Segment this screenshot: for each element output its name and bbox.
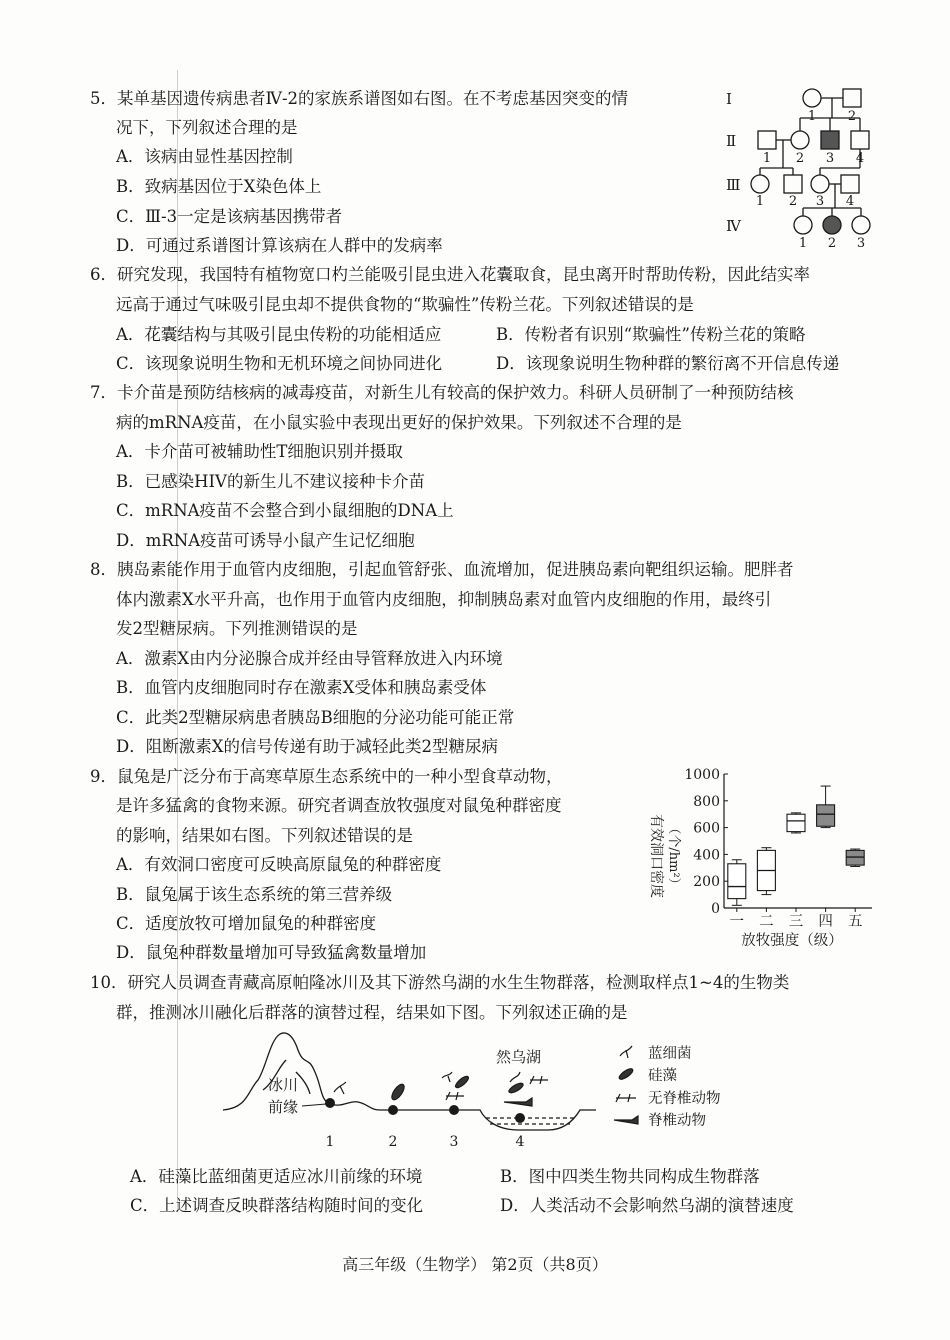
- legend-diatom-icon: [618, 1067, 635, 1081]
- y-tick-label: 600: [693, 820, 720, 837]
- invertebrate-icon: [530, 1076, 548, 1084]
- q8-stem-line3: 发2型糖尿病。下列推测错误的是: [116, 619, 358, 638]
- q5-option-c: C．Ⅲ-3一定是该病基因携带者: [116, 207, 343, 226]
- q9-option-b: B．鼠兔属于该生态系统的第三营养级: [116, 885, 393, 904]
- q9-option-c: C．适度放牧可增加鼠兔的种群密度: [116, 914, 377, 933]
- cyanobacteria-icon: [442, 1072, 452, 1082]
- q10-option-b: B．图中四类生物共同构成生物群落: [500, 1167, 760, 1186]
- point-num-1: 1: [325, 1134, 335, 1150]
- q10-option-c: C．上述调查反映群落结构随时间的变化: [130, 1196, 424, 1215]
- q7-option-a: A．卡介苗可被辅助性T细胞识别并摄取: [116, 442, 403, 461]
- q10-option-d: D．人类活动不会影响然乌湖的演替速度: [500, 1196, 794, 1215]
- glacier-lake-diagram: [218, 1030, 778, 1155]
- lake-label: 然乌湖: [496, 1048, 542, 1066]
- q5-stem-line1: 5．某单基因遗传病患者Ⅳ-2的家族系谱图如右图。在不考虑基因突变的情: [90, 89, 629, 108]
- cyanobacteria-icon: [510, 1072, 520, 1082]
- q6-stem-line1: 6．研究发现，我国特有植物宽口杓兰能吸引昆虫进入花囊取食，昆虫离开时帮助传粉，因此结实率: [90, 265, 810, 284]
- q8-stem-line2: 体内激素X水平升高，也作用于血管内皮细胞，抑制胰岛素对血管内皮细胞的作用，最终引: [116, 590, 772, 609]
- point-num-4: 4: [515, 1134, 525, 1150]
- g2-num-2: 2: [795, 151, 805, 166]
- legend-label-vertebrate: 脊椎动物: [648, 1113, 706, 1129]
- y-tick-label: 200: [693, 874, 720, 891]
- q8-option-c: C．此类2型糖尿病患者胰岛B细胞的分泌功能可能正常: [116, 708, 515, 727]
- q9-stem-line1: 9．鼠兔是广泛分布于高寒草原生态系统中的一种小型食草动物，: [90, 767, 563, 786]
- x-tick-label: 四: [818, 914, 833, 930]
- cyanobacteria-icon: [334, 1082, 346, 1094]
- invertebrate-icon: [446, 1092, 464, 1100]
- q10-option-a: A．硅藻比蓝细菌更适应冰川前缘的环境: [130, 1167, 423, 1186]
- q9-stem-line3: 的影响，结果如右图。下列叙述错误的是: [116, 826, 413, 845]
- g1-num-2: 2: [847, 109, 857, 124]
- g4-num-2: 2: [827, 236, 837, 251]
- g4-num-3: 3: [856, 236, 866, 251]
- point-num-2: 2: [388, 1134, 398, 1150]
- q6-option-c: C．该现象说明生物和无机环境之间协同进化: [116, 354, 443, 373]
- point-num-3: 3: [449, 1134, 459, 1150]
- fold-line: [177, 70, 178, 1210]
- chart-xlabel: 放牧强度（级）: [741, 933, 843, 949]
- y-tick-label: 800: [693, 793, 720, 810]
- chart-ylabel: 有效洞口密度: [648, 814, 664, 898]
- diatom-icon: [454, 1075, 470, 1090]
- q8-option-b: B．血管内皮细胞同时存在激素X受体和胰岛素受体: [116, 678, 487, 697]
- q5-option-d: D．可通过系谱图计算该病在人群中的发病率: [116, 236, 443, 255]
- g1-num-1: 1: [807, 109, 817, 124]
- y-tick-label: 1000: [684, 767, 720, 783]
- density-boxplot-chart: [632, 762, 882, 952]
- q7-stem-line1: 7．卡介苗是预防结核病的减毒疫苗，对新生儿有较高的保护效力。科研人员研制了一种预防结核: [90, 383, 794, 402]
- q5-option-b: B．致病基因位于X染色体上: [116, 177, 322, 196]
- q9-option-a: A．有效洞口密度可反映高原鼠兔的种群密度: [116, 855, 442, 874]
- g3-num-3: 3: [815, 194, 825, 209]
- gen-label-1: Ⅰ: [726, 90, 732, 108]
- q8-option-a: A．激素X由内分泌腺合成并经由导管释放进入内环境: [116, 649, 503, 668]
- x-tick-label: 二: [759, 914, 774, 930]
- g2-num-4: 4: [855, 151, 865, 166]
- q8-option-d: D．阻断激素X的信号传递有助于减轻此类2型糖尿病: [116, 737, 498, 756]
- gen-label-4: Ⅳ: [726, 217, 741, 235]
- q8-stem-line1: 8．胰岛素能作用于血管内皮细胞，引起血管舒张、血流增加，促进胰岛素向靶组织运输。肥胖者: [90, 560, 794, 579]
- chart-yunit: （个/hm²）: [666, 821, 681, 891]
- legend-vertebrate-icon: [614, 1116, 638, 1124]
- q10-stem-line1: 10．研究人员调查青藏高原帕隆冰川及其下游然乌湖的水生生物群落，检测取样点1~4的生物类: [90, 973, 790, 992]
- diatom-icon: [390, 1082, 407, 1101]
- q6-stem-line2: 远高于通过气味吸引昆虫却不提供食物的“欺骗性”传粉兰花。下列叙述错误的是: [116, 295, 694, 314]
- q6-option-b: B．传粉者有识别“欺骗性”传粉兰花的策略: [496, 325, 806, 344]
- q7-option-c: C．mRNA疫苗不会整合到小鼠细胞的DNA上: [116, 501, 454, 520]
- q10-stem-line2: 群，推测冰川融化后群落的演替过程，结果如下图。下列叙述正确的是: [116, 1003, 628, 1022]
- q5-stem-line2: 况下，下列叙述合理的是: [116, 118, 298, 137]
- q6-option-d: D．该现象说明生物种群的繁衍离不开信息传递: [496, 354, 840, 373]
- box-1: [728, 864, 746, 899]
- legend-cyanobacteria-icon: [620, 1046, 632, 1058]
- q5-option-a: A．该病由显性基因控制: [116, 147, 293, 166]
- gen-label-2: Ⅱ: [726, 132, 737, 150]
- x-tick-label: 五: [847, 914, 863, 930]
- q7-option-b: B．已感染HIV的新生儿不建议接种卡介苗: [116, 472, 425, 491]
- box-5: [846, 850, 864, 865]
- glacier-label-1: 冰川: [268, 1076, 299, 1094]
- legend-label-diatom: 硅藻: [648, 1068, 677, 1084]
- g3-num-4: 4: [845, 194, 855, 209]
- pedigree-chart: [720, 82, 890, 252]
- vertebrate-icon: [504, 1098, 532, 1106]
- y-tick-label: 400: [693, 847, 720, 864]
- box-4: [817, 805, 835, 826]
- legend-invertebrate-icon: [616, 1094, 636, 1102]
- x-tick-label: 三: [788, 914, 804, 930]
- g3-num-1: 1: [755, 194, 765, 209]
- sample-point-2: [388, 1105, 398, 1115]
- q9-stem-line2: 是许多猛禽的食物来源。研究者调查放牧强度对鼠兔种群密度: [116, 796, 562, 815]
- legend-label-cyanobacteria: 蓝细菌: [648, 1046, 692, 1062]
- g3-num-2: 2: [788, 194, 798, 209]
- g2-num-3: 3: [825, 151, 835, 166]
- y-tick-label: 0: [711, 901, 720, 917]
- page-footer: 高三年级（生物学） 第2页（共8页）: [342, 1255, 608, 1274]
- sample-point-1: [325, 1098, 335, 1108]
- diatom-icon: [508, 1081, 525, 1094]
- q9-option-d: D．鼠兔种群数量增加可导致猛禽数量增加: [116, 943, 427, 962]
- sample-point-4: [515, 1113, 525, 1123]
- x-tick-label: 一: [729, 914, 745, 930]
- legend-label-invertebrate: 无脊椎动物: [648, 1091, 721, 1107]
- q6-option-a: A．花囊结构与其吸引昆虫传粉的功能相适应: [116, 325, 442, 344]
- box-3: [787, 814, 805, 831]
- sample-point-3: [449, 1105, 459, 1115]
- q7-option-d: D．mRNA疫苗可诱导小鼠产生记忆细胞: [116, 531, 415, 550]
- g2-num-1: 1: [762, 151, 772, 166]
- q7-stem-line2: 病的mRNA疫苗，在小鼠实验中表现出更好的保护效果。下列叙述不合理的是: [116, 413, 682, 432]
- g4-num-1: 1: [798, 236, 808, 251]
- glacier-label-2: 前缘: [268, 1098, 299, 1116]
- gen-label-3: Ⅲ: [726, 176, 741, 194]
